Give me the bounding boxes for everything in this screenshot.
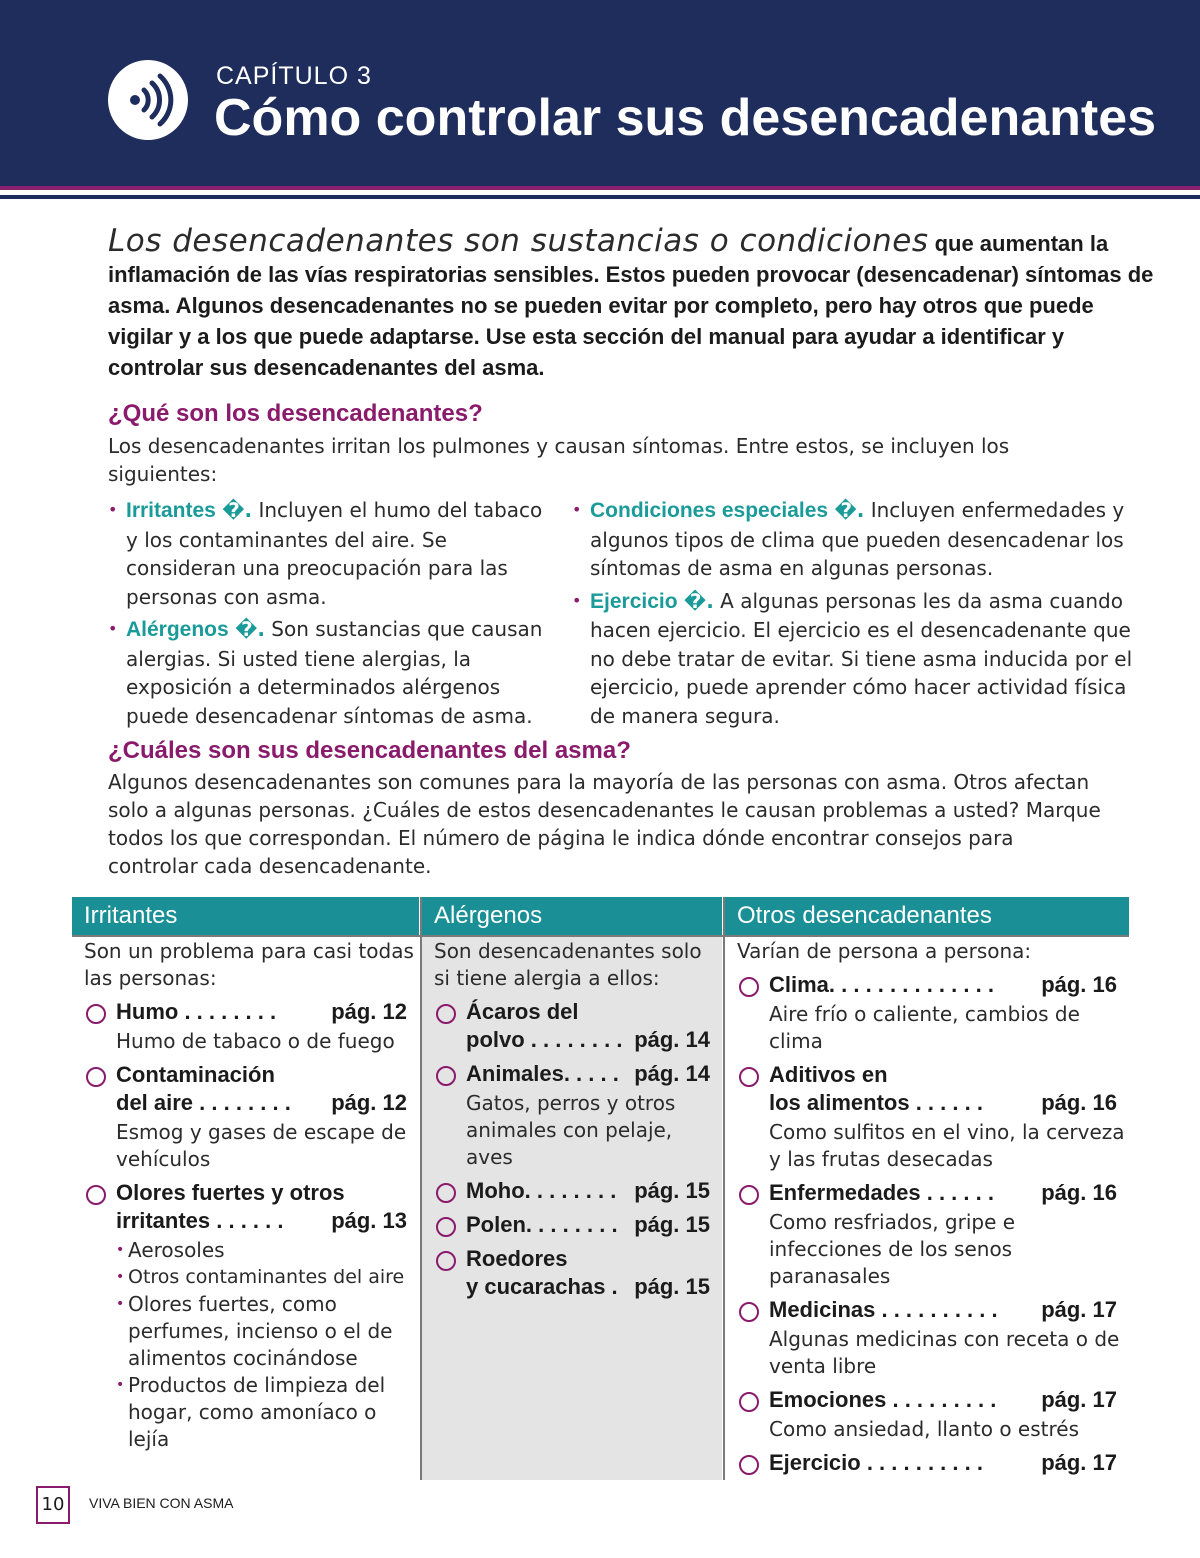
column-alergenos xyxy=(422,935,722,1480)
checklist-item-moho[interactable] xyxy=(422,1177,722,1205)
page-ref: pág. 12 xyxy=(331,999,407,1024)
item-name-line2: del aire . . . . . . . . xyxy=(116,1090,291,1115)
item-name: Enfermedades . . . . . . xyxy=(769,1180,994,1205)
list-item: • Olores fuertes, como perfumes, incienso o el de alimentos cocinándose xyxy=(116,1291,419,1372)
checklist-item-roedores[interactable] xyxy=(422,1245,722,1301)
term-mark: �. xyxy=(222,498,253,522)
trigger-list-left xyxy=(108,496,553,734)
term-ejercicio: Ejercicio xyxy=(590,589,678,613)
section-heading-what: ¿Qué son los desencadenantes? xyxy=(108,400,483,427)
checklist-item-clima[interactable] xyxy=(725,971,1129,1055)
column-otros xyxy=(725,935,1129,1477)
checkbox-circle[interactable] xyxy=(436,1251,456,1271)
term-text: Incluyen el humo del tabaco y los contaminantes del aire. Se consideran una preocupación para las personas con asma. xyxy=(126,498,543,609)
checkbox-circle[interactable] xyxy=(436,1066,456,1086)
item-desc: Gatos, perros y otros animales con pelaje, aves xyxy=(466,1091,676,1169)
list-item xyxy=(108,615,553,730)
checklist-item-humo[interactable] xyxy=(72,998,419,1055)
page-ref: pág. 15 xyxy=(634,1274,710,1299)
sound-waves-icon xyxy=(108,60,188,140)
page-ref: pág. 17 xyxy=(1041,1387,1117,1412)
page-number: 10 xyxy=(36,1486,70,1524)
checkbox-circle[interactable] xyxy=(739,1392,759,1412)
column-irritantes xyxy=(72,935,419,1453)
item-name: Humo . . . . . . . . xyxy=(116,999,277,1024)
term-alergenos: Alérgenos xyxy=(126,618,229,641)
item-name: Medicinas . . . . . . . . . . xyxy=(769,1297,998,1322)
checkbox-circle[interactable] xyxy=(739,1185,759,1205)
checklist-item-olores[interactable] xyxy=(72,1179,419,1453)
checklist-item-medicinas[interactable] xyxy=(725,1296,1129,1380)
item-name: Polen. . . . . . . . xyxy=(466,1212,618,1237)
checklist-item-polen[interactable] xyxy=(422,1211,722,1239)
item-desc: Como sulfitos en el vino, la cerveza y las frutas desecadas xyxy=(769,1120,1125,1171)
checkbox-circle[interactable] xyxy=(86,1185,106,1205)
item-desc: Esmog y gases de escape de vehículos xyxy=(116,1120,407,1171)
term-irritantes: Irritantes xyxy=(126,499,216,522)
intro-lead: Los desencadenantes son sustancias o condiciones xyxy=(108,223,929,259)
checkbox-circle[interactable] xyxy=(739,977,759,997)
page-ref: pág. 13 xyxy=(331,1208,407,1233)
item-name-line2: y cucarachas . xyxy=(466,1274,618,1299)
term-mark: �. xyxy=(683,588,714,613)
section-what-text: Los desencadenantes irritan los pulmones y causan síntomas. Entre estos, se incluyen los siguientes: xyxy=(108,434,1010,486)
item-desc: Algunas medicinas con receta o de venta libre xyxy=(769,1327,1120,1378)
column-divider xyxy=(420,897,422,1480)
list-item: • Aerosoles xyxy=(116,1237,419,1264)
checkbox-circle[interactable] xyxy=(86,1067,106,1087)
item-name-line2: los alimentos . . . . . . xyxy=(769,1090,983,1115)
list-item xyxy=(108,496,553,611)
page-ref: pág. 16 xyxy=(1041,972,1117,997)
list-item: • Productos de limpieza del hogar, como amoníaco o lejía xyxy=(116,1372,419,1453)
item-desc: Aire frío o caliente, cambios de clima xyxy=(769,1002,1080,1053)
checkbox-circle[interactable] xyxy=(86,1004,106,1024)
triggers-table xyxy=(72,897,1129,1480)
checkbox-circle[interactable] xyxy=(436,1217,456,1237)
item-desc: Como ansiedad, llanto o estrés xyxy=(769,1417,1079,1441)
page-ref: pág. 14 xyxy=(634,1027,710,1052)
term-condiciones: Condiciones especiales xyxy=(590,499,829,522)
column-divider xyxy=(723,897,725,1480)
term-text: A algunas personas les da asma cuando hacen ejercicio. El ejercicio es el desencadenante que no debe tratar de evitar. Si tiene asma inducida por el ejercicio, puede aprender cómo hacer actividad física de manera segura. xyxy=(590,588,1133,728)
column-header-alergenos: Alérgenos xyxy=(422,897,722,935)
item-name: Animales. . . . . xyxy=(466,1061,619,1086)
item-desc: Humo de tabaco o de fuego xyxy=(116,1029,395,1053)
page-ref: pág. 17 xyxy=(1041,1297,1117,1322)
trigger-list-right xyxy=(572,496,1142,734)
intro-paragraph xyxy=(108,223,1158,383)
footer-title: VIVA BIEN CON ASMA xyxy=(89,1495,234,1511)
chapter-header xyxy=(0,0,1200,186)
item-name: Aditivos en xyxy=(769,1062,888,1087)
column-subtitle: Varían de persona a persona: xyxy=(737,939,1032,963)
checkbox-circle[interactable] xyxy=(739,1455,759,1475)
checklist-item-contaminacion[interactable] xyxy=(72,1061,419,1173)
page-ref: pág. 15 xyxy=(634,1212,710,1237)
item-name: Emociones . . . . . . . . . xyxy=(769,1387,997,1412)
checklist-item-animales[interactable] xyxy=(422,1060,722,1171)
page-title: Cómo controlar sus desencadenantes xyxy=(214,89,1157,147)
item-name: Ácaros del xyxy=(466,999,579,1024)
checklist-item-ejercicio[interactable] xyxy=(725,1449,1129,1477)
item-name-line2: irritantes . . . . . . xyxy=(116,1208,284,1233)
column-header-otros: Otros desencadenantes xyxy=(725,897,1129,935)
checklist-item-enfermedades[interactable] xyxy=(725,1179,1129,1290)
term-text: Son sustancias que causan alergias. Si usted tiene alergias, la exposición a determinados alérgenos puede desencadenar síntomas de asma. xyxy=(126,617,543,728)
page-ref: pág. 17 xyxy=(1041,1450,1117,1475)
term-text: Incluyen enfermedades y algunos tipos de clima que pueden desencadenar los síntomas de asma en algunas personas. xyxy=(590,498,1125,580)
table-header-rule xyxy=(72,935,1129,937)
page-ref: pág. 16 xyxy=(1041,1180,1117,1205)
list-item xyxy=(572,496,1142,583)
page-ref: pág. 12 xyxy=(331,1090,407,1115)
checklist-item-aditivos[interactable] xyxy=(725,1061,1129,1173)
irritants-sublist xyxy=(116,1235,419,1453)
section-which-text: Algunos desencadenantes son comunes para la mayoría de las personas con asma. Otros afectan solo a algunas personas. ¿Cuáles de estos desencadenantes le causan problemas a usted? Marque todos los que correspondan. El número de página le indica dónde encontrar consejos para controlar cada desencadenante. xyxy=(108,770,1101,878)
header-divider-bottom xyxy=(0,195,1200,199)
column-subtitle: Son un problema para casi todas las personas: xyxy=(84,939,414,990)
page-ref: pág. 16 xyxy=(1041,1090,1117,1115)
checkbox-circle[interactable] xyxy=(436,1183,456,1203)
checkbox-circle[interactable] xyxy=(436,1004,456,1024)
checklist-item-acaros[interactable] xyxy=(422,998,722,1054)
column-subtitle: Son desencadenantes solo si tiene alergia a ellos: xyxy=(434,939,702,990)
checkbox-circle[interactable] xyxy=(739,1302,759,1322)
section-heading-which: ¿Cuáles son sus desencadenantes del asma? xyxy=(108,737,631,764)
item-desc: Como resfriados, gripe e infecciones de los senos paranasales xyxy=(769,1210,1016,1288)
checklist-item-emociones[interactable] xyxy=(725,1386,1129,1443)
item-name: Ejercicio . . . . . . . . . . xyxy=(769,1450,983,1475)
item-name: Contaminación xyxy=(116,1062,275,1087)
item-name: Moho. . . . . . . . xyxy=(466,1178,617,1203)
item-name: Olores fuertes y otros xyxy=(116,1180,345,1205)
item-name: Roedores xyxy=(466,1246,568,1271)
page-ref: pág. 14 xyxy=(634,1061,710,1086)
column-header-irritantes: Irritantes xyxy=(72,897,419,935)
term-mark: �. xyxy=(235,617,265,641)
intro-body: que aumentan la inflamación de las vías respiratorias sensibles. Estos pueden provocar (desencadenar) síntomas de asma. Algunos desencadenantes no se pueden evitar por completo, pero hay otros que puede vigilar y a los que puede adaptarse. Use esta sección del manual para ayudar a identificar y controlar sus desencadenantes del asma. xyxy=(108,231,1154,380)
term-mark: �. xyxy=(834,498,865,522)
page-ref: pág. 15 xyxy=(634,1178,710,1203)
item-name-line2: polvo . . . . . . . . xyxy=(466,1027,623,1052)
list-item xyxy=(572,587,1142,731)
list-item: • Otros contaminantes del aire xyxy=(116,1264,419,1291)
item-name: Clima. . . . . . . . . . . . . . xyxy=(769,972,994,997)
chapter-label: CAPÍTULO 3 xyxy=(216,62,372,90)
checkbox-circle[interactable] xyxy=(739,1067,759,1087)
